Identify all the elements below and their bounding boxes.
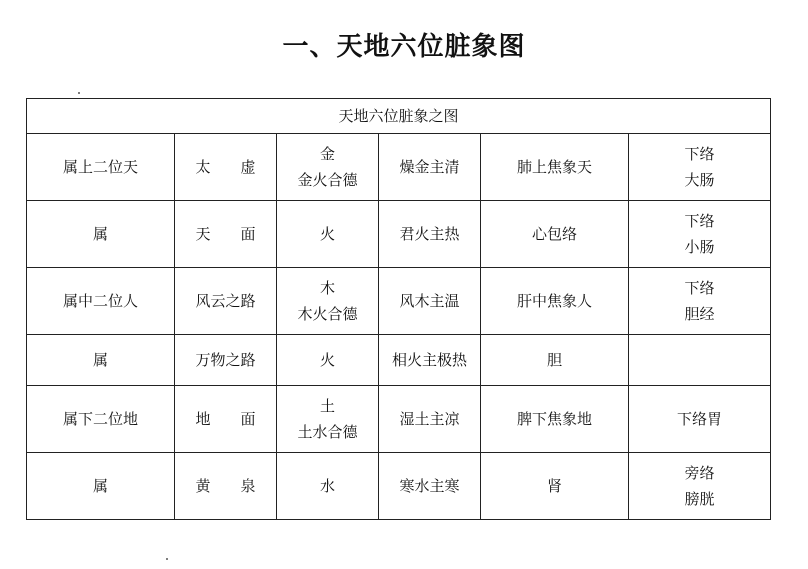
cell-qi: 风木主温 (379, 268, 481, 335)
cell-element: 水 (277, 453, 379, 520)
table-caption: 天地六位脏象之图 (27, 99, 771, 134)
table-row (27, 386, 771, 453)
cell-realm: 万物之路 (175, 335, 277, 386)
table-row (27, 201, 771, 268)
table-row (27, 134, 771, 201)
cell-organ: 心包络 (481, 201, 629, 268)
cell-qi: 相火主极热 (379, 335, 481, 386)
cell-realm: 天面 (175, 201, 277, 268)
cell-position: 属 (27, 335, 175, 386)
cell-connection: 旁络 膀胱 (629, 453, 771, 520)
cell-element: 金 金火合德 (277, 134, 379, 201)
cell-connection: 下络 小肠 (629, 201, 771, 268)
cell-qi: 燥金主清 (379, 134, 481, 201)
cell-realm: 黄泉 (175, 453, 277, 520)
zang-xiang-table (26, 98, 771, 520)
cell-element: 火 (277, 201, 379, 268)
table-caption-row (27, 99, 771, 134)
cell-organ: 脾下焦象地 (481, 386, 629, 453)
cell-qi: 湿土主凉 (379, 386, 481, 453)
cell-element: 土 土水合德 (277, 386, 379, 453)
cell-qi: 君火主热 (379, 201, 481, 268)
cell-qi: 寒水主寒 (379, 453, 481, 520)
cell-connection: 下络 大肠 (629, 134, 771, 201)
scan-speck (166, 558, 168, 560)
table-row (27, 335, 771, 386)
cell-organ: 肝中焦象人 (481, 268, 629, 335)
cell-organ: 肾 (481, 453, 629, 520)
cell-connection (629, 335, 771, 386)
table-row (27, 453, 771, 520)
cell-element: 火 (277, 335, 379, 386)
cell-position: 属中二位人 (27, 268, 175, 335)
cell-position: 属 (27, 453, 175, 520)
cell-realm: 太虚 (175, 134, 277, 201)
cell-position: 属上二位天 (27, 134, 175, 201)
cell-position: 属下二位地 (27, 386, 175, 453)
table-row (27, 268, 771, 335)
cell-organ: 肺上焦象天 (481, 134, 629, 201)
cell-realm: 地面 (175, 386, 277, 453)
cell-element: 木 木火合德 (277, 268, 379, 335)
cell-connection: 下络胃 (629, 386, 771, 453)
cell-realm: 风云之路 (175, 268, 277, 335)
cell-organ: 胆 (481, 335, 629, 386)
page-title: 一、天地六位脏象图 (282, 32, 526, 62)
scan-speck (78, 92, 80, 94)
cell-connection: 下络 胆经 (629, 268, 771, 335)
cell-position: 属 (27, 201, 175, 268)
